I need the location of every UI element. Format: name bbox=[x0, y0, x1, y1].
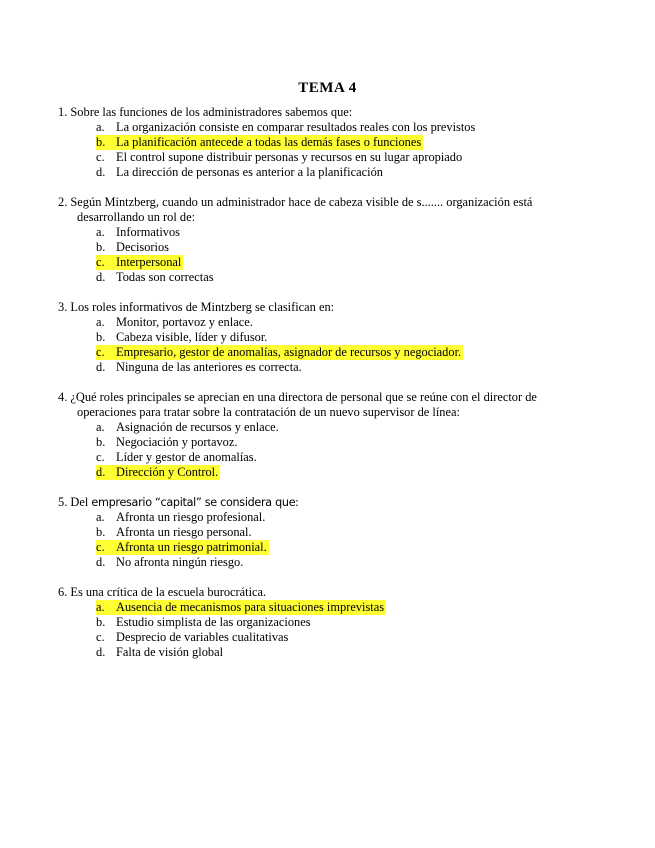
option-letter: b. bbox=[96, 525, 106, 539]
option-a-correct bbox=[96, 600, 598, 615]
option-d bbox=[96, 645, 598, 660]
option-text: Asignación de recursos y enlace. bbox=[116, 420, 279, 434]
question-1 bbox=[58, 105, 598, 180]
question-stem: Los roles informativos de Mintzberg se clasifican en: bbox=[70, 300, 335, 314]
question-list bbox=[58, 105, 598, 675]
question-2 bbox=[58, 195, 598, 285]
question-number: 1. bbox=[58, 105, 68, 119]
option-letter: a. bbox=[96, 315, 105, 329]
option-text: Empresario, gestor de anomalías, asignador de recursos y negociador. bbox=[116, 345, 462, 359]
option-text: Ninguna de las anteriores es correcta. bbox=[116, 360, 302, 374]
question-text bbox=[58, 300, 598, 315]
option-c-correct bbox=[96, 345, 598, 360]
option-letter: d. bbox=[96, 360, 106, 374]
option-text: Dirección y Control. bbox=[116, 465, 219, 479]
option-list bbox=[58, 225, 598, 285]
question-stem: Es una crítica de la escuela burocrática. bbox=[70, 585, 267, 599]
option-list bbox=[58, 510, 598, 570]
option-c bbox=[96, 450, 598, 465]
option-text: Falta de visión global bbox=[116, 645, 224, 659]
option-letter: d. bbox=[96, 165, 106, 179]
question-5 bbox=[58, 495, 598, 570]
option-letter: a. bbox=[96, 225, 105, 239]
option-text: Informativos bbox=[116, 225, 181, 239]
option-text: Monitor, portavoz y enlace. bbox=[116, 315, 253, 329]
option-text: Afronta un riesgo profesional. bbox=[116, 510, 266, 524]
option-letter: b. bbox=[96, 615, 106, 629]
question-stem: ¿Qué roles principales se aprecian en una directora de personal que se reúne con el director de operaciones para tratar sobre la contratación de un nuevo supervisor de línea: bbox=[70, 390, 537, 419]
option-letter: a. bbox=[96, 510, 105, 524]
option-letter: b. bbox=[96, 240, 106, 254]
option-c bbox=[96, 150, 598, 165]
question-4 bbox=[58, 390, 598, 480]
option-list bbox=[58, 420, 598, 480]
option-a bbox=[96, 120, 598, 135]
option-letter: d. bbox=[96, 555, 106, 569]
option-text: Estudio simplista de las organizaciones bbox=[116, 615, 311, 629]
option-b bbox=[96, 615, 598, 630]
answer-highlight bbox=[96, 135, 423, 150]
option-b bbox=[96, 240, 598, 255]
option-text: La dirección de personas es anterior a la planificación bbox=[116, 165, 383, 179]
question-3 bbox=[58, 300, 598, 375]
option-text: Negociación y portavoz. bbox=[116, 435, 238, 449]
option-a bbox=[96, 225, 598, 240]
option-a bbox=[96, 315, 598, 330]
option-letter: d. bbox=[96, 270, 106, 284]
question-text bbox=[58, 495, 598, 510]
option-d bbox=[96, 555, 598, 570]
question-number: 5. bbox=[58, 495, 68, 509]
question-stem-alt: empresario “capital” se considera que bbox=[91, 496, 296, 509]
question-stem-suffix: : bbox=[295, 495, 299, 509]
option-letter: c. bbox=[96, 540, 105, 554]
option-text: Afronta un riesgo patrimonial. bbox=[116, 540, 267, 554]
option-letter: c. bbox=[96, 450, 105, 464]
option-letter: a. bbox=[96, 600, 105, 614]
option-d bbox=[96, 270, 598, 285]
option-b-correct bbox=[96, 135, 598, 150]
option-text: Cabeza visible, líder y difusor. bbox=[116, 330, 268, 344]
option-c-correct bbox=[96, 540, 598, 555]
question-6 bbox=[58, 585, 598, 660]
option-text: Interpersonal bbox=[116, 255, 182, 269]
option-text: La organización consiste en comparar resultados reales con los previstos bbox=[116, 120, 476, 134]
option-letter: b. bbox=[96, 435, 106, 449]
option-text: El control supone distribuir personas y recursos en su lugar apropiado bbox=[116, 150, 463, 164]
question-text bbox=[58, 195, 598, 225]
option-list bbox=[58, 600, 598, 660]
option-list bbox=[58, 120, 598, 180]
answer-highlight bbox=[96, 255, 183, 270]
question-text bbox=[58, 585, 598, 600]
option-letter: d. bbox=[96, 645, 106, 659]
option-letter: c. bbox=[96, 150, 105, 164]
option-text: No afronta ningún riesgo. bbox=[116, 555, 244, 569]
answer-highlight bbox=[96, 600, 386, 615]
option-letter: d. bbox=[96, 465, 106, 479]
option-c bbox=[96, 630, 598, 645]
question-number: 3. bbox=[58, 300, 68, 314]
option-d bbox=[96, 165, 598, 180]
option-b bbox=[96, 525, 598, 540]
question-number: 4. bbox=[58, 390, 68, 404]
answer-highlight bbox=[96, 465, 220, 480]
option-d bbox=[96, 360, 598, 375]
option-text: Todas son correctas bbox=[116, 270, 214, 284]
question-stem: Según Mintzberg, cuando un administrador hace de cabeza visible de s....... organización está desarrollando un rol de: bbox=[70, 195, 533, 224]
option-text: Decisorios bbox=[116, 240, 169, 254]
option-letter: c. bbox=[96, 630, 105, 644]
option-d-correct bbox=[96, 465, 598, 480]
option-a bbox=[96, 420, 598, 435]
answer-highlight bbox=[96, 540, 269, 555]
question-number: 6. bbox=[58, 585, 68, 599]
option-text: Ausencia de mecanismos para situaciones imprevistas bbox=[116, 600, 385, 614]
option-letter: a. bbox=[96, 420, 105, 434]
option-list bbox=[58, 315, 598, 375]
option-text: Desprecio de variables cualitativas bbox=[116, 630, 289, 644]
option-letter: c. bbox=[96, 255, 105, 269]
question-number: 2. bbox=[58, 195, 68, 209]
option-text: Afronta un riesgo personal. bbox=[116, 525, 252, 539]
option-letter: c. bbox=[96, 345, 105, 359]
question-text bbox=[58, 390, 598, 420]
option-letter: a. bbox=[96, 120, 105, 134]
option-text: La planificación antecede a todas las demás fases o funciones bbox=[116, 135, 422, 149]
option-letter: b. bbox=[96, 330, 106, 344]
option-text: Líder y gestor de anomalías. bbox=[116, 450, 257, 464]
question-text bbox=[58, 105, 598, 120]
answer-highlight bbox=[96, 345, 463, 360]
option-c-correct bbox=[96, 255, 598, 270]
question-stem-prefix: Del bbox=[70, 495, 92, 509]
question-stem: Sobre las funciones de los administradores sabemos que: bbox=[70, 105, 353, 119]
option-b bbox=[96, 435, 598, 450]
option-a bbox=[96, 510, 598, 525]
page-title: TEMA 4 bbox=[298, 80, 357, 96]
option-letter: b. bbox=[96, 135, 106, 149]
option-b bbox=[96, 330, 598, 345]
